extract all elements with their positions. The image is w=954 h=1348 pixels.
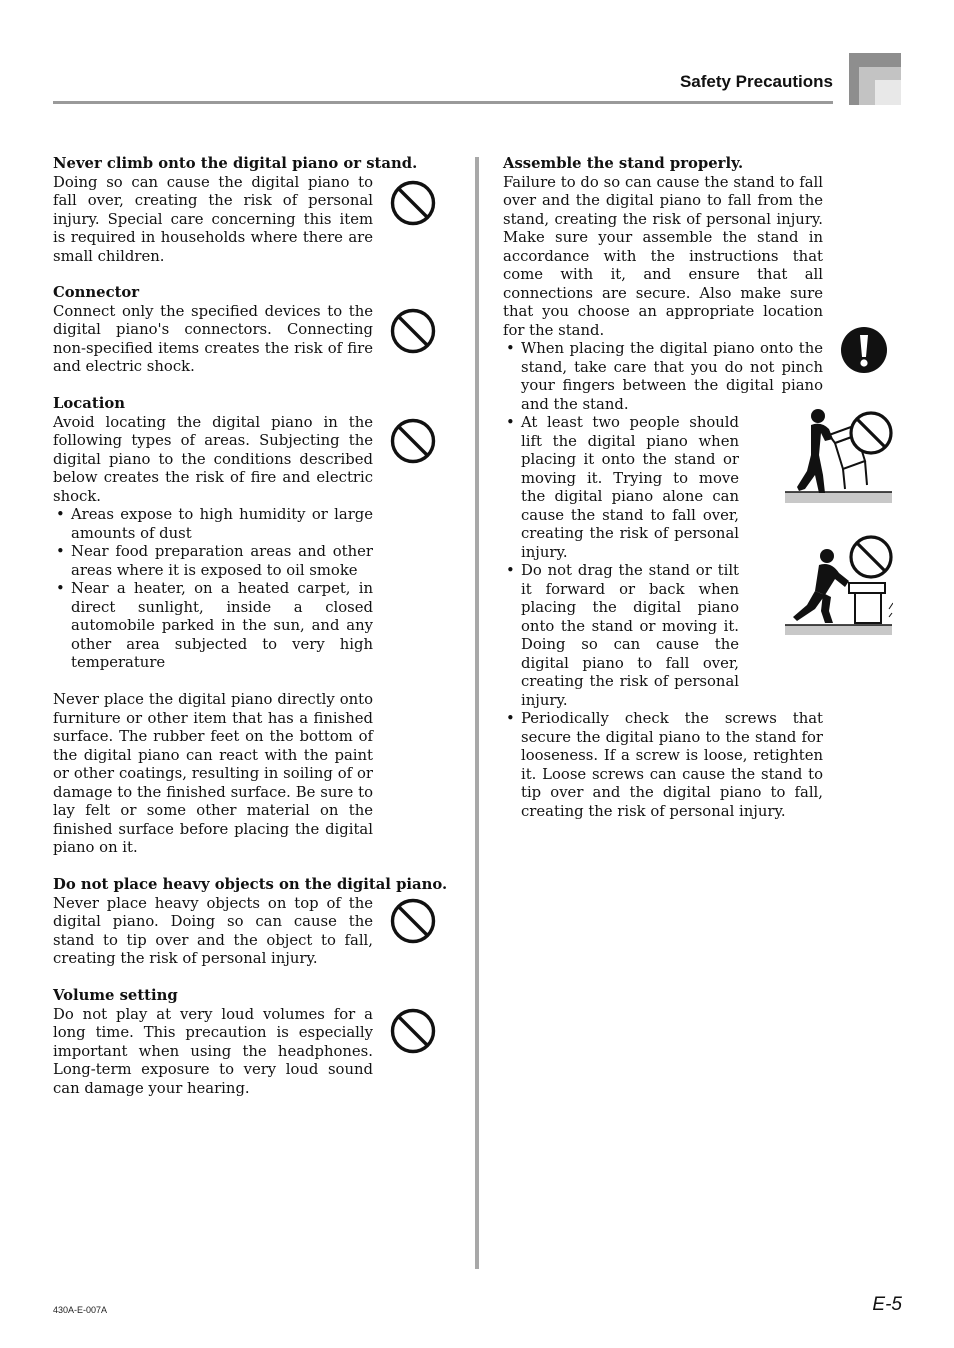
section-body: Doing so can cause the digital piano to fall over, creating the risk of personal injury. Special care concerning this item is required in households where there are small children. [53, 173, 373, 265]
section-heading: Connector [53, 284, 140, 301]
section-heading: Location [53, 395, 125, 412]
header-rule [53, 101, 833, 104]
section-climb [53, 155, 418, 266]
section-heading: Never climb onto the digital piano or stand. [53, 155, 418, 172]
person-pushing-piano-illustration [785, 533, 893, 635]
section-heading: Volume setting [53, 987, 178, 1004]
stand-list [503, 340, 823, 821]
prohibition-icon [390, 1008, 436, 1054]
exclamation-icon [840, 326, 888, 374]
prohibition-icon [390, 308, 436, 354]
person-lifting-piano-illustration [785, 405, 893, 503]
section-volume [53, 987, 373, 1098]
list-item: • Areas expose to high humidity or large amounts of dust [53, 506, 373, 543]
prohibition-icon [390, 898, 436, 944]
section-body: Never place heavy objects on top of the digital piano. Doing so can cause the stand to tip over and the object to fall, creating the risk of personal injury. [53, 894, 373, 967]
page-number: E-5 [872, 1294, 902, 1315]
section-body: Avoid locating the digital piano in the following types of areas. Subjecting the digital piano to the conditions described below creates the risk of fire and electric shock. [53, 413, 373, 505]
section-connector [53, 284, 373, 377]
section-body: Failure to do so can cause the stand to fall over and the digital piano to fall from the stand, creating the risk of personal injury. Make sure your assemble the stand in accordance with the instructions that come with it, and ensure that all connections are secure. Also make sure that you choose an appropriate location for the stand. [503, 173, 823, 339]
list-item: • When placing the digital piano onto the stand, take care that you do not pinch your fingers between the digital piano and the stand. [503, 340, 823, 414]
document-code: 430A-E-007A [53, 1305, 108, 1315]
section-stand [503, 155, 823, 821]
column-divider [475, 157, 479, 1269]
section-location [53, 395, 373, 673]
section-furniture [53, 691, 373, 858]
list-item: • Near a heater, on a heated carpet, in direct sunlight, inside a closed automobile parked in the sun, and any other area subjected to very high temperature [53, 580, 373, 673]
list-item: • Near food preparation areas and other areas where it is exposed to oil smoke [53, 543, 373, 580]
section-heavy-objects [53, 876, 448, 969]
section-body: Never place the digital piano directly onto furniture or other item that has a finished surface. The rubber feet on the bottom of the digital piano can react with the paint or other coatings, resulting in soiling of or damage to the finished surface. Be sure to lay felt or some other material on the finished surface before placing the digital piano on it. [53, 691, 373, 856]
page-title: Safety Precautions [679, 72, 833, 91]
section-body: Do not play at very loud volumes for a long time. This precaution is especially important when using the headphones. Long-term exposure to very loud sound can damage your hearing. [53, 1005, 373, 1097]
list-item: • Periodically check the screws that secure the digital piano to the stand for looseness. If a screw is loose, retighten it. Loose screws can cause the stand to tip over and the digital piano to fall, creating the risk of personal injury. [503, 710, 823, 821]
list-item: • At least two people should lift the digital piano when placing it onto the stand or moving it. Trying to move the digital piano alone can cause the stand to fall over, creating the risk of personal injury. [503, 414, 739, 562]
section-heading: Assemble the stand properly. [503, 155, 744, 172]
list-item: • Do not drag the stand or tilt it forward or back when placing the digital piano onto the stand or moving it. Doing so can cause the digital piano to fall over, creating the risk of personal injury. [503, 562, 739, 710]
prohibition-icon [390, 418, 436, 464]
location-list [53, 506, 373, 673]
prohibition-icon [390, 180, 436, 226]
section-heading: Do not place heavy objects on the digital piano. [53, 876, 448, 893]
corner-tab-graphic [849, 53, 901, 105]
section-body: Connect only the specified devices to the digital piano's connectors. Connecting non-specified items creates the risk of fire and electric shock. [53, 302, 373, 375]
